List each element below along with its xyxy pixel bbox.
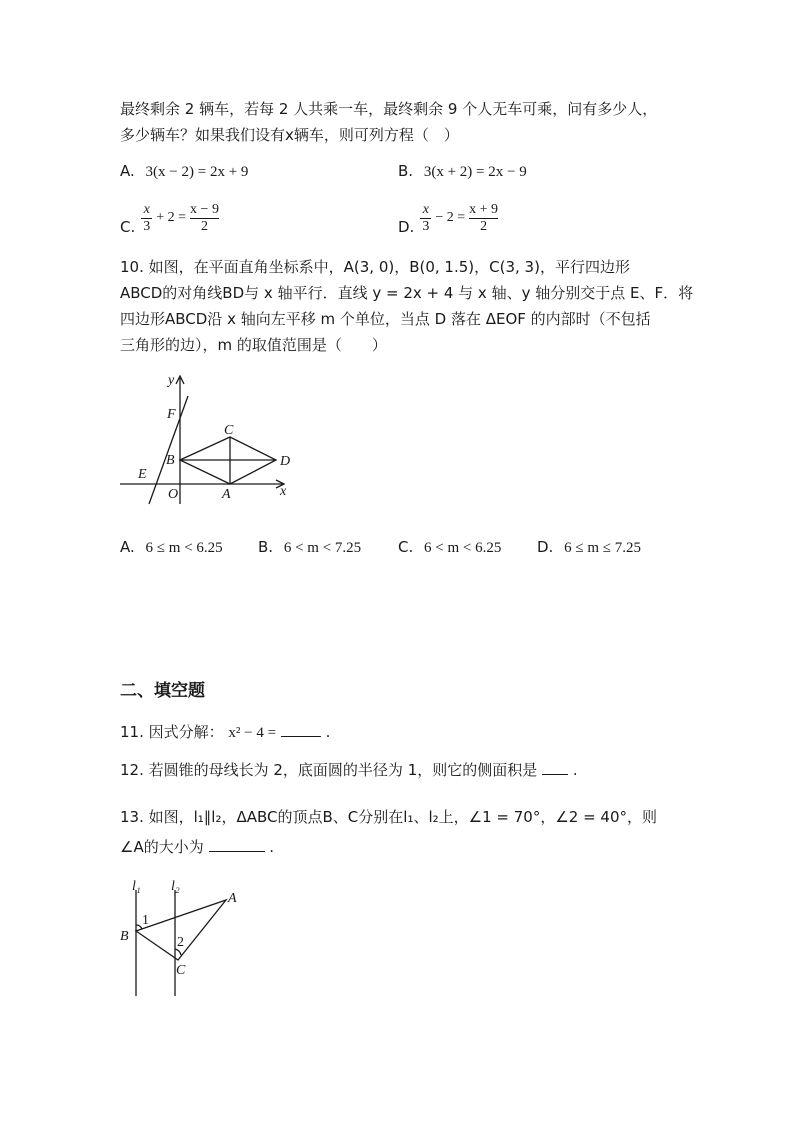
q9-line2: 多少辆车？如果我们设有x辆车，则可列方程（ ） [120,126,459,144]
denominator: 3 [422,218,430,234]
option-expression: 3(x − 2) = 2x + 9 [145,164,249,180]
option-expression: 6 ≤ m ≤ 7.25 [564,540,641,556]
q12-text: 12. 若圆锥的母线长为 2，底面圆的半径为 1，则它的侧面积是 [120,761,538,779]
denominator: 2 [190,218,219,235]
q9-line1: 最终剩余 2 辆车，若每 2 人共乘一车，最终剩余 9 个人无车可乘，问有多少人， [120,100,658,118]
numerator: x [422,201,429,217]
label-B: B [120,929,129,944]
label-x: x [280,484,287,499]
q10-line2: ABCD的对角线BD与 x 轴平行．直线 y = 2x + 4 与 x 轴、y 轴分别交于点 E、F．将 [120,284,694,302]
label-C: C [176,963,186,978]
option-expression: 6 ≤ m < 6.25 [145,540,223,556]
numerator: x + 9 [469,201,499,217]
q9-option-a [120,162,248,181]
q10-line1: 10. 如图，在平面直角坐标系中，A(3, 0)，B(0, 1.5)，C(3, 3)，平行四边形 [120,258,630,276]
option-expression: 6 < m < 6.25 [424,540,502,556]
option-label: A. [120,538,135,556]
label-D: D [280,454,291,469]
label-angle-2: 2 [177,935,184,950]
label-l2: l₂ [171,879,180,894]
denominator: 3 [143,218,151,234]
option-expression: 6 < m < 7.25 [283,540,362,556]
operator: − 2 = [435,210,466,225]
option-label: C. [398,538,414,556]
label-F: F [167,407,176,422]
option-label: A. [120,162,135,180]
q10-line3: 四边形ABCD沿 x 轴向左平移 m 个单位，当点 D 落在 ΔEOF 的内部时（不包括 [120,310,651,328]
fraction [420,202,431,235]
q11-expression: x² − 4 = [228,725,277,741]
fraction [190,202,219,235]
operator: + 2 = [156,210,187,225]
option-label: C. [120,218,136,236]
q13-line1: 13. 如图，l₁∥l₂，ΔABC的顶点B、C分别在l₁、l₂上，∠1 = 70°，∠2 = 40°，则 [120,808,657,826]
triangle-abc [136,900,226,960]
fraction [141,202,152,235]
q9-option-b [398,162,527,181]
q9-option-d [398,200,498,236]
option-expression [141,202,219,235]
q12 [120,759,578,780]
q13-parallel-lines-figure [112,876,252,1000]
option-label: B. [398,162,414,180]
q13-line2 [120,836,274,857]
option-label: D. [398,218,415,236]
answer-blank[interactable] [209,851,265,852]
numerator: x [143,201,150,217]
answer-blank[interactable] [542,774,568,775]
q10-option-c [398,538,501,557]
label-C: C [224,423,234,438]
denominator: 2 [469,218,498,235]
label-A: A [222,487,231,502]
q10-option-b [258,538,361,557]
q10-coordinate-figure [112,368,302,508]
section-heading: 二、填空题 [120,681,205,701]
q10-option-d [537,538,641,557]
option-label: B. [258,538,274,556]
q11 [120,721,330,742]
label-y: y [168,373,175,388]
label-B: B [166,453,175,468]
q10-line4: 三角形的边），m 的取值范围是（ ） [120,336,387,354]
label-A: A [228,891,237,906]
option-expression [420,202,498,235]
answer-blank[interactable] [281,736,321,737]
label-E: E [138,467,147,482]
q13-line2-prefix: ∠A的大小为 [120,838,204,856]
label-O: O [168,487,179,502]
fraction [469,202,498,235]
option-label: D. [537,538,554,556]
q11-prefix: 11. 因式分解： [120,723,224,741]
q10-option-a [120,538,223,557]
label-l1: l₁ [132,879,141,894]
numerator: x − 9 [190,201,219,217]
q9-option-c [120,200,219,236]
q11-suffix: . [325,723,331,741]
option-expression: 3(x + 2) = 2x − 9 [423,164,527,180]
label-angle-1: 1 [142,913,149,928]
q13-line2-suffix: . [269,838,275,856]
q12-suffix: . [572,761,578,779]
